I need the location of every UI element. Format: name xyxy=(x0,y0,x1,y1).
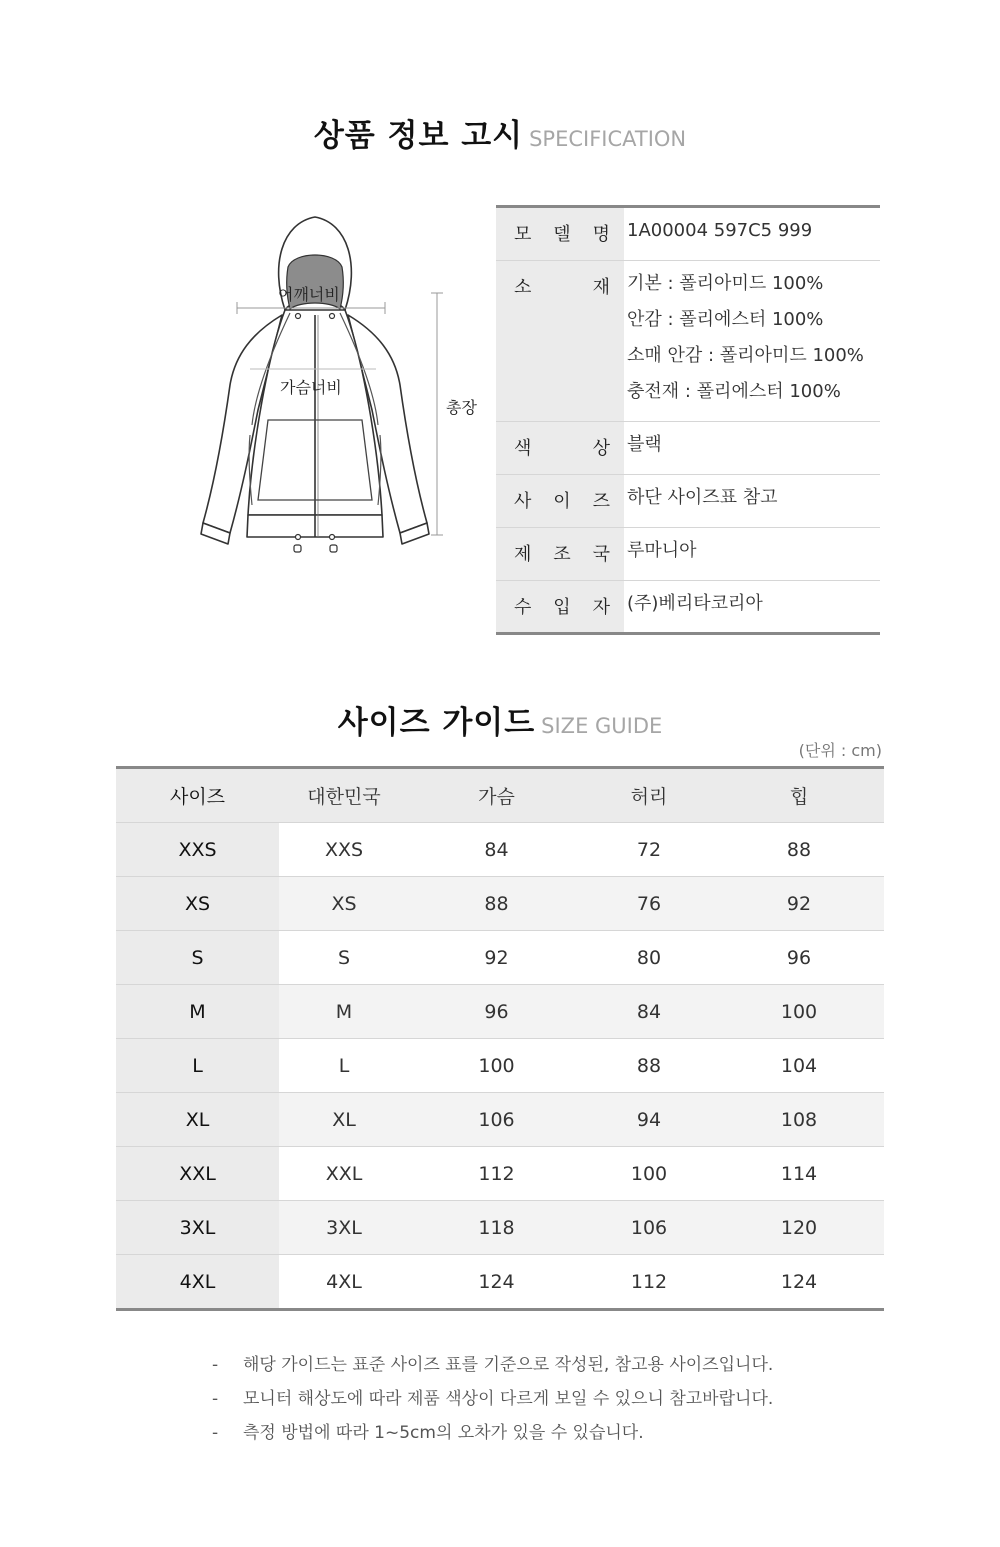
size-cell-chest: 118 xyxy=(409,1201,584,1255)
size-cell-korea: 4XL xyxy=(326,1270,362,1293)
note-bullet: - xyxy=(212,1389,219,1409)
size-cell-waist: 100 xyxy=(630,1162,668,1185)
spec-value-line: 1A00004 597C5 999 xyxy=(627,220,813,241)
spec-label-char: 즈 xyxy=(592,491,610,512)
spec-label-char: 조 xyxy=(553,544,571,565)
list-item xyxy=(212,1352,773,1386)
spec-value-color xyxy=(624,422,880,475)
size-cell-size: 3XL xyxy=(116,1201,279,1255)
size-cell-chest: 100 xyxy=(478,1054,515,1077)
size-cell-korea: XXS xyxy=(324,838,364,861)
table-row xyxy=(116,1147,884,1201)
size-header-chest: 가슴 xyxy=(478,786,515,808)
note-text: 해당 가이드는 표준 사이즈 표를 기준으로 작성된, 참고용 사이즈입니다. xyxy=(243,1355,774,1375)
size-cell-size: XXS xyxy=(116,823,279,877)
table-row xyxy=(116,823,884,877)
spec-section-title xyxy=(0,110,1000,155)
spec-row-origin xyxy=(496,528,880,581)
size-cell-korea: XXL xyxy=(325,1162,363,1185)
spec-value-origin xyxy=(624,528,880,581)
size-cell-hip: 104 xyxy=(780,1054,818,1077)
table-row xyxy=(116,1093,884,1147)
size-cell-chest: 96 xyxy=(409,985,584,1039)
spec-label-color xyxy=(496,422,624,475)
spec-label-char: 자 xyxy=(592,597,610,618)
size-cell-korea: S xyxy=(337,946,351,969)
spec-title-ko: 상품 정보 고시 xyxy=(313,118,524,154)
size-cell-chest: 106 xyxy=(409,1093,584,1147)
spec-label-char: 명 xyxy=(592,224,610,245)
spec-label-char: 사 xyxy=(514,491,532,512)
size-cell-size: M xyxy=(116,985,279,1039)
spec-label-chars xyxy=(514,220,610,246)
table-row xyxy=(116,877,884,931)
table-row xyxy=(116,931,884,985)
spec-value-line: 소매 안감 : 폴리아미드 100% xyxy=(627,345,864,366)
size-cell-chest: 88 xyxy=(409,877,584,931)
spec-row-importer xyxy=(496,581,880,634)
spec-label-char: 제 xyxy=(514,544,532,565)
spec-label-char: 수 xyxy=(514,597,532,618)
spec-table xyxy=(496,205,880,635)
size-cell-hip: 96 xyxy=(786,946,812,969)
shoulder-width-label: 어깨너비 xyxy=(278,285,340,304)
spec-label-size xyxy=(496,475,624,528)
spec-value-line: 하단 사이즈표 참고 xyxy=(627,487,778,508)
size-cell-hip: 108 xyxy=(714,1093,884,1147)
size-cell-korea: XS xyxy=(279,877,409,931)
size-cell-korea: M xyxy=(279,985,409,1039)
size-cell-waist: 112 xyxy=(630,1270,668,1293)
spec-row-material xyxy=(496,261,880,422)
list-item xyxy=(212,1420,773,1454)
spec-label-chars xyxy=(514,540,610,566)
size-cell-size: XXL xyxy=(116,1147,279,1201)
spec-label-model xyxy=(496,207,624,261)
spec-value-line: 루마니아 xyxy=(627,540,697,561)
spec-label-char: 국 xyxy=(592,544,610,565)
size-cell-size: 4XL xyxy=(116,1255,279,1310)
spec-label-importer xyxy=(496,581,624,634)
note-bullet: - xyxy=(212,1355,219,1375)
size-cell-hip: 88 xyxy=(786,838,812,861)
size-cell-waist: 72 xyxy=(636,838,662,861)
spec-value-model xyxy=(624,207,880,261)
spec-label-chars xyxy=(514,434,610,460)
spec-label-char: 이 xyxy=(553,491,571,512)
size-header-hip: 힙 xyxy=(789,786,809,808)
size-cell-chest: 92 xyxy=(484,946,509,969)
spec-label-char: 재 xyxy=(592,277,610,298)
size-table xyxy=(116,766,884,1311)
spec-row-size xyxy=(496,475,880,528)
spec-value-line: 기본 : 폴리아미드 100% xyxy=(627,273,824,294)
size-header-waist: 허리 xyxy=(630,786,668,808)
size-cell-size: XL xyxy=(116,1093,279,1147)
table-row xyxy=(116,985,884,1039)
jacket-illustration xyxy=(190,205,490,565)
table-row xyxy=(116,1255,884,1310)
size-header-size: 사이즈 xyxy=(169,786,226,808)
size-cell-waist: 80 xyxy=(636,946,662,969)
size-cell-waist: 84 xyxy=(584,985,714,1039)
spec-label-chars xyxy=(514,593,610,619)
total-length-label: 총장 xyxy=(446,398,477,417)
size-cell-chest: 112 xyxy=(478,1162,515,1185)
size-cell-hip: 114 xyxy=(780,1162,818,1185)
size-cell-size: L xyxy=(116,1039,279,1093)
spec-title-en: SPECIFICATION xyxy=(529,127,687,151)
spec-label-char: 색 xyxy=(514,438,532,459)
spec-label-origin xyxy=(496,528,624,581)
spec-label-chars xyxy=(514,487,610,513)
table-row xyxy=(116,1201,884,1255)
size-cell-waist: 94 xyxy=(584,1093,714,1147)
size-table-header-row xyxy=(116,768,884,823)
size-cell-hip: 100 xyxy=(714,985,884,1039)
size-cell-hip: 120 xyxy=(714,1201,884,1255)
size-table-body xyxy=(116,823,884,1310)
size-cell-size: S xyxy=(116,931,279,985)
spec-value-material xyxy=(624,261,880,422)
size-title-en: SIZE GUIDE xyxy=(541,714,663,738)
spec-row-color xyxy=(496,422,880,475)
size-cell-size: XS xyxy=(116,877,279,931)
size-cell-chest: 84 xyxy=(484,838,509,861)
spec-label-char: 입 xyxy=(553,597,571,618)
spec-value-line: (주)베리타코리아 xyxy=(627,593,763,614)
size-cell-korea: 3XL xyxy=(279,1201,409,1255)
spec-label-char: 모 xyxy=(514,224,532,245)
chest-width-label: 가슴너비 xyxy=(280,378,342,397)
unit-note: (단위 : cm) xyxy=(798,741,882,760)
table-row xyxy=(116,1039,884,1093)
size-cell-waist: 106 xyxy=(584,1201,714,1255)
note-bullet: - xyxy=(212,1423,219,1443)
note-text: 모니터 해상도에 따라 제품 색상이 다르게 보일 수 있으니 참고바랍니다. xyxy=(243,1389,774,1409)
size-cell-hip: 92 xyxy=(714,877,884,931)
size-cell-korea: L xyxy=(338,1054,350,1077)
spec-row-model xyxy=(496,207,880,261)
spec-label-char: 델 xyxy=(553,224,571,245)
note-text: 측정 방법에 따라 1~5cm의 오차가 있을 수 있습니다. xyxy=(243,1423,644,1443)
spec-label-char: 상 xyxy=(592,438,610,459)
spec-label-chars xyxy=(514,273,610,299)
spec-label-material xyxy=(496,261,624,422)
size-title-ko: 사이즈 가이드 xyxy=(337,705,536,741)
spec-value-size xyxy=(624,475,880,528)
spec-value-line: 충전재 : 폴리에스터 100% xyxy=(627,381,841,402)
list-item xyxy=(212,1386,773,1420)
notes-list xyxy=(212,1352,773,1454)
spec-value-line: 블랙 xyxy=(627,434,662,455)
size-cell-chest: 124 xyxy=(478,1270,515,1293)
size-header-korea: 대한민국 xyxy=(307,786,381,808)
size-cell-waist: 88 xyxy=(636,1054,662,1077)
spec-value-line: 안감 : 폴리에스터 100% xyxy=(627,309,824,330)
size-cell-waist: 76 xyxy=(584,877,714,931)
size-cell-hip: 124 xyxy=(780,1270,818,1293)
spec-value-importer xyxy=(624,581,880,634)
spec-label-char: 소 xyxy=(514,277,532,298)
size-section-title xyxy=(0,697,1000,742)
size-cell-korea: XL xyxy=(279,1093,409,1147)
